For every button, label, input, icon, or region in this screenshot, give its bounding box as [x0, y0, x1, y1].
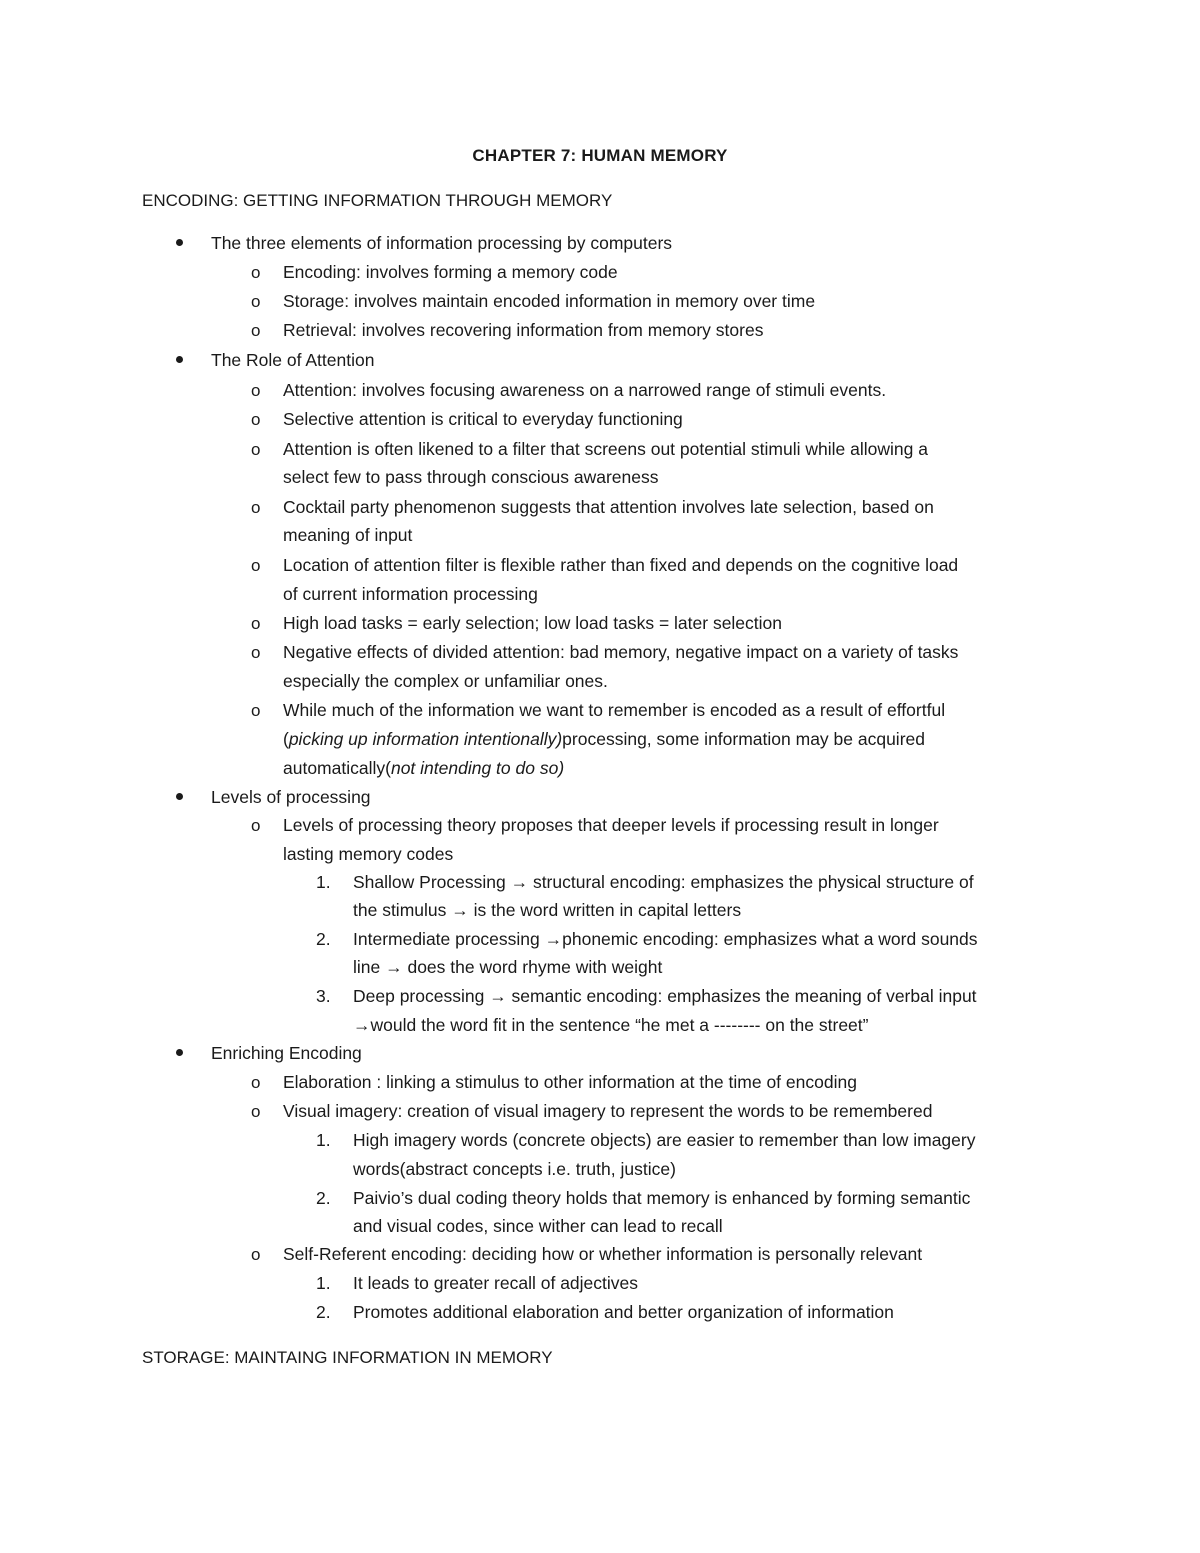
sub-bullet-item: While much of the information we want to remember is encoded as a result of effortful [283, 700, 946, 720]
sub-bullet-marker: o [251, 1102, 261, 1121]
text-run: ( [283, 729, 289, 749]
sub-bullet-item: Selective attention is critical to everyday functioning [283, 409, 683, 429]
sub-bullet-item-continuation [283, 754, 564, 783]
text-run: processing, some information may be acquired [562, 729, 925, 749]
section-heading-encoding: ENCODING: GETTING INFORMATION THROUGH MEMORY [142, 191, 613, 210]
bullet-icon [176, 356, 183, 363]
sub-bullet-item: Retrieval: involves recovering information from memory stores [283, 320, 764, 340]
numbered-item: Intermediate processing →phonemic encoding: emphasizes what a word sounds [353, 929, 978, 949]
number-marker: 1. [316, 872, 331, 892]
number-marker: 3. [316, 986, 331, 1006]
numbered-item: Shallow Processing → structural encoding: emphasizes the physical structure of [353, 872, 974, 892]
sub-bullet-marker: o [251, 498, 261, 517]
sub-bullet-item: Cocktail party phenomenon suggests that attention involves late selection, based on [283, 497, 934, 517]
sub-bullet-marker: o [251, 321, 261, 340]
numbered-item-continuation: line → does the word rhyme with weight [353, 957, 663, 977]
number-marker: 2. [316, 1188, 331, 1208]
sub-bullet-item: Attention: involves focusing awareness on a narrowed range of stimuli events. [283, 380, 887, 400]
sub-bullet-marker: o [251, 292, 261, 311]
bullet-icon [176, 239, 183, 246]
sub-bullet-marker: o [251, 701, 261, 720]
numbered-item: Paivio’s dual coding theory holds that memory is enhanced by forming semantic [353, 1188, 971, 1208]
italic-text: picking up information intentionally) [288, 729, 563, 749]
numbered-item: Deep processing → semantic encoding: emphasizes the meaning of verbal input [353, 986, 977, 1006]
bullet-item: The Role of Attention [211, 350, 375, 370]
sub-bullet-item: Self-Referent encoding: deciding how or whether information is personally relevant [283, 1244, 923, 1264]
numbered-item-continuation: the stimulus → is the word written in capital letters [353, 900, 742, 920]
bullet-item: Enriching Encoding [211, 1043, 362, 1063]
section-heading-storage: STORAGE: MAINTAING INFORMATION IN MEMORY [142, 1348, 553, 1367]
sub-bullet-item: Location of attention filter is flexible rather than fixed and depends on the cognitive load [283, 555, 959, 575]
numbered-item-continuation: words(abstract concepts i.e. truth, justice) [353, 1159, 676, 1179]
bullet-icon [176, 793, 183, 800]
sub-bullet-marker: o [251, 643, 261, 662]
sub-bullet-marker: o [251, 440, 261, 459]
bullet-item: The three elements of information processing by computers [211, 233, 673, 253]
sub-bullet-marker: o [251, 1073, 261, 1092]
number-marker: 1. [316, 1130, 331, 1150]
number-marker: 1. [316, 1273, 331, 1293]
sub-bullet-marker: o [251, 381, 261, 400]
numbered-item: High imagery words (concrete objects) are easier to remember than low imagery [353, 1130, 976, 1150]
sub-bullet-item-continuation: of current information processing [283, 584, 538, 604]
number-marker: 2. [316, 1302, 331, 1322]
numbered-item-continuation: →would the word fit in the sentence “he met a -------- on the street” [353, 1015, 869, 1035]
number-marker: 2. [316, 929, 331, 949]
sub-bullet-marker: o [251, 556, 261, 575]
sub-bullet-item: Negative effects of divided attention: bad memory, negative impact on a variety of tasks [283, 642, 959, 662]
sub-bullet-item: Encoding: involves forming a memory code [283, 262, 618, 282]
sub-bullet-item-continuation: especially the complex or unfamiliar ones. [283, 671, 608, 691]
page-title: CHAPTER 7: HUMAN MEMORY [472, 146, 728, 165]
sub-bullet-item: Storage: involves maintain encoded information in memory over time [283, 291, 816, 311]
sub-bullet-item-continuation [283, 725, 925, 754]
italic-text: not intending to do so) [390, 758, 565, 778]
sub-bullet-item-continuation: meaning of input [283, 525, 413, 545]
sub-bullet-item: Levels of processing theory proposes that deeper levels if processing result in longer [283, 815, 939, 835]
sub-bullet-marker: o [251, 1245, 261, 1264]
sub-bullet-marker: o [251, 410, 261, 429]
numbered-item-continuation: and visual codes, since wither can lead to recall [353, 1216, 723, 1236]
numbered-item: Promotes additional elaboration and better organization of information [353, 1302, 894, 1322]
sub-bullet-item: High load tasks = early selection; low load tasks = later selection [283, 613, 783, 633]
sub-bullet-item: Elaboration : linking a stimulus to other information at the time of encoding [283, 1072, 857, 1092]
bullet-icon [176, 1049, 183, 1056]
sub-bullet-item-continuation: lasting memory codes [283, 844, 454, 864]
sub-bullet-item-continuation: select few to pass through conscious awareness [283, 467, 659, 487]
numbered-item: It leads to greater recall of adjectives [353, 1273, 639, 1293]
sub-bullet-item: Visual imagery: creation of visual imagery to represent the words to be remembered [283, 1101, 933, 1121]
text-run: automatically( [283, 758, 391, 778]
sub-bullet-item: Attention is often likened to a filter that screens out potential stimuli while allowing a [283, 439, 928, 459]
sub-bullet-marker: o [251, 263, 261, 282]
sub-bullet-marker: o [251, 816, 261, 835]
sub-bullet-marker: o [251, 614, 261, 633]
bullet-item: Levels of processing [211, 787, 371, 807]
